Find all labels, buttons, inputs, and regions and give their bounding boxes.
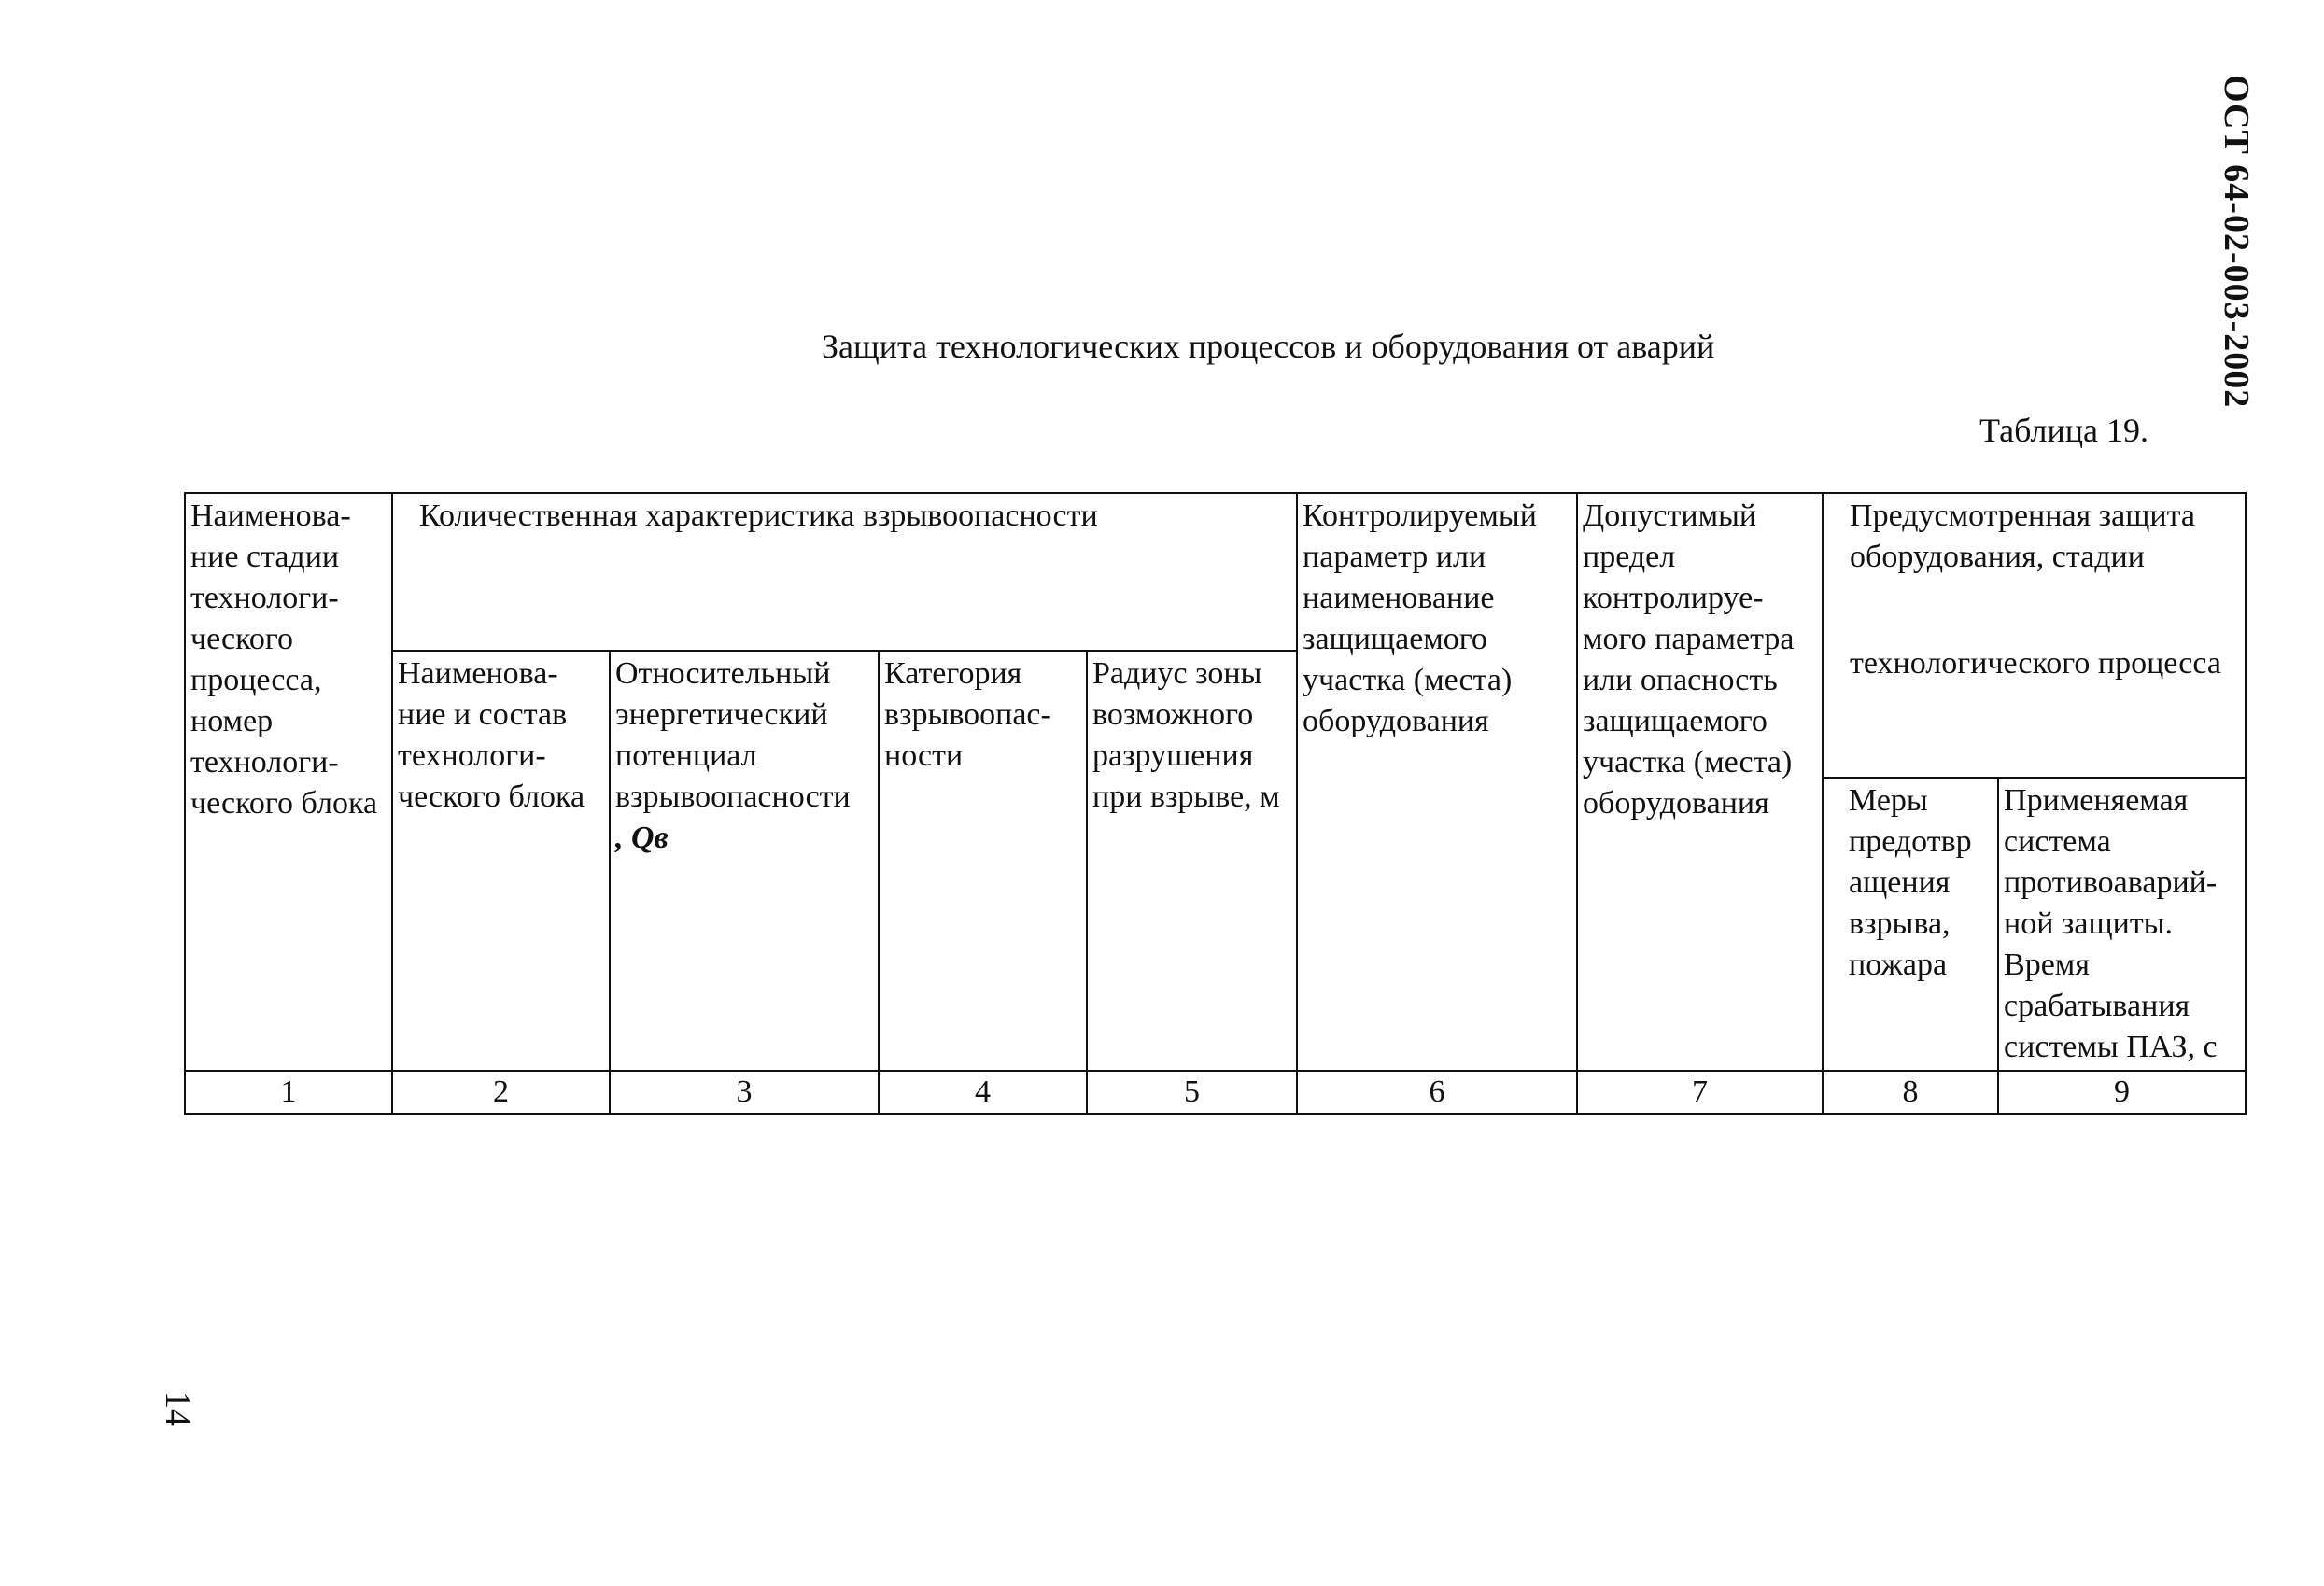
header-stage-name: Наименова-ние стадии технологи-ческого процесса, номер технологи-ческого блока (185, 493, 392, 1071)
header-explosion-category: Категория взрывоопас-ности (879, 651, 1087, 1071)
page-title: Защита технологических процессов и оборудования от аварий (822, 328, 1715, 365)
header-energy-potential: Относительный энергетический потенциал взрывоопасности , Qв (610, 651, 879, 1071)
column-number: 1 (185, 1071, 392, 1114)
header-controlled-parameter: Контролируемый параметр или наименование защищаемого участка (места) оборудования (1297, 493, 1577, 1071)
column-numbers-row (185, 1071, 2246, 1114)
energy-potential-symbol: , Qв (615, 821, 669, 855)
header-emergency-system: Применяемая система противоаварий-ной защиты. Время срабатывания системы ПАЗ, с (1998, 778, 2246, 1071)
header-prevention-measures: Меры предотвр ащения взрыва, пожара (1823, 778, 1998, 1071)
protection-table (184, 492, 2247, 1115)
header-block-name: Наименова-ние и состав технологи-ческого блока (392, 651, 610, 1071)
header-quantitative-characteristic: Количественная характеристика взрывоопасности (392, 493, 1297, 651)
column-number: 7 (1577, 1071, 1823, 1114)
column-number: 4 (879, 1071, 1087, 1114)
column-number: 3 (610, 1071, 879, 1114)
table-number: Таблица 19. (1979, 412, 2148, 449)
document-code: ОСТ 64-02-003-2002 (2217, 75, 2256, 409)
column-number: 5 (1087, 1071, 1297, 1114)
column-number: 8 (1823, 1071, 1998, 1114)
page-number: 14 (158, 1391, 197, 1426)
column-number: 9 (1998, 1071, 2246, 1114)
column-number: 6 (1297, 1071, 1577, 1114)
header-provided-protection: Предусмотренная защита оборудования, стадии технологического процесса (1823, 493, 2246, 778)
header-destruction-radius: Радиус зоны возможного разрушения при взрыве, м (1087, 651, 1297, 1071)
column-number: 2 (392, 1071, 610, 1114)
header-permissible-limit: Допустимый предел контролируе-мого параметра или опасность защищаемого участка (места) оборудования (1577, 493, 1823, 1071)
